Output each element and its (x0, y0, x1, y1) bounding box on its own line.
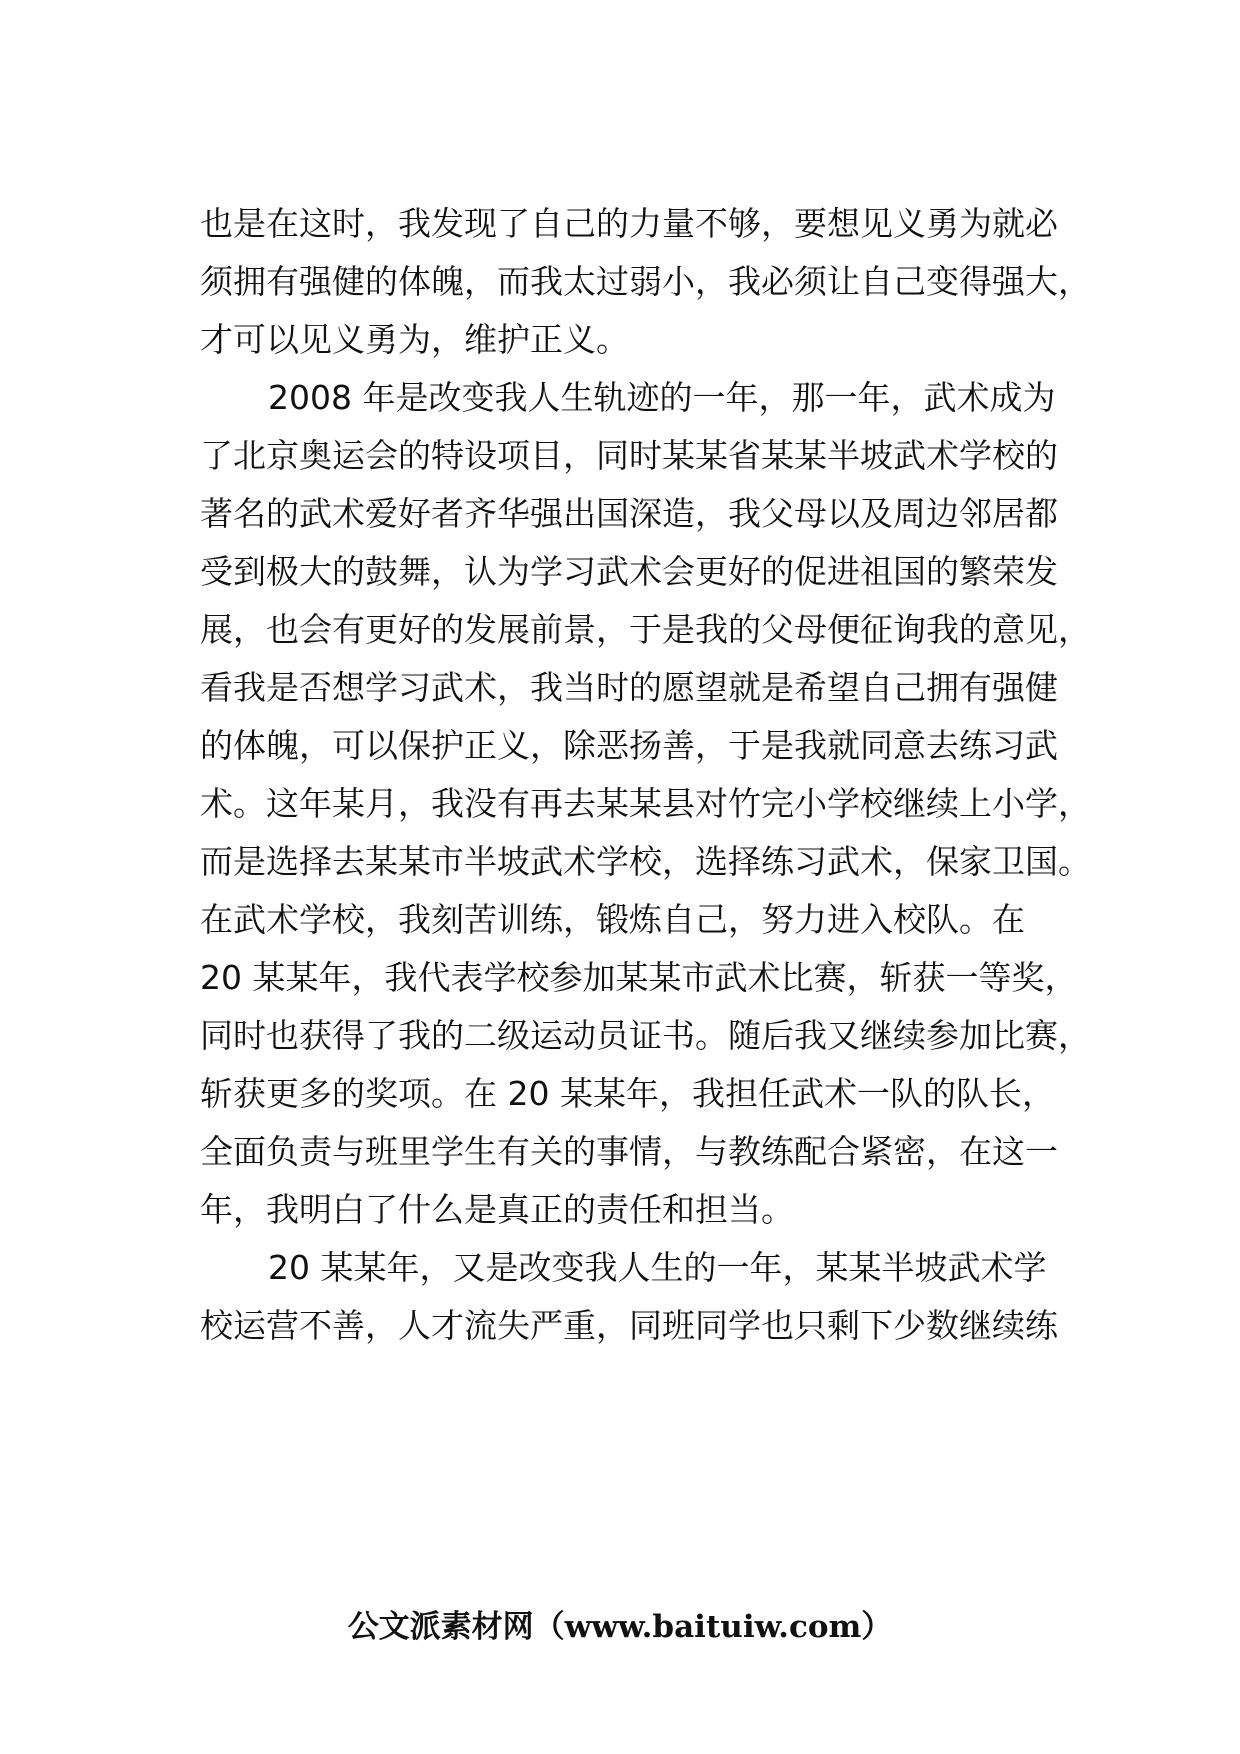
text-line: 斩获更多的奖项。在 20 某某年，我担任武术一队的队长， (200, 1074, 1055, 1113)
text-line: 了北京奥运会的特设项目，同时某某省某某半坡武术学校的 (200, 436, 1058, 475)
footer-watermark: 公文派素材网（www.baituiw.com） (347, 1609, 893, 1645)
text-line: 校运营不善，人才流失严重，同班同学也只剩下少数继续练 (200, 1306, 1058, 1345)
text-line: 著名的武术爱好者齐华强出国深造，我父母以及周边邻居都 (200, 494, 1058, 533)
text-line: 而是选择去某某市半坡武术学校，选择练习武术，保家卫国。 (200, 842, 1091, 881)
text-line: 的体魄，可以保护正义，除恶扬善，于是我就同意去练习武 (200, 726, 1058, 765)
text-line: 须拥有强健的体魄，而我太过弱小，我必须让自己变得强大， (200, 262, 1091, 301)
text-line: 20 某某年，我代表学校参加某某市武术比赛，斩获一等奖， (200, 958, 1078, 997)
text-line: 术。这年某月，我没有再去某某县对竹完小学校继续上小学， (200, 784, 1091, 823)
text-line: 看我是否想学习武术，我当时的愿望就是希望自己拥有强健 (200, 668, 1058, 707)
text-line: 在武术学校，我刻苦训练，锻炼自己，努力进入校队。在 (200, 900, 1025, 939)
text-line: 才可以见义勇为，维护正义。 (200, 320, 629, 359)
paragraph-start-line: 20 某某年，又是改变我人生的一年，某某半坡武术学 (268, 1248, 1047, 1287)
text-line: 展，也会有更好的发展前景，于是我的父母便征询我的意见， (200, 610, 1091, 649)
text-line: 全面负责与班里学生有关的事情，与教练配合紧密，在这一 (200, 1132, 1058, 1171)
paragraph-start-line: 2008 年是改变我人生轨迹的一年，那一年，武术成为 (268, 378, 1056, 417)
text-line: 同时也获得了我的二级运动员证书。随后我又继续参加比赛， (200, 1016, 1091, 1055)
text-line: 年，我明白了什么是真正的责任和担当。 (200, 1190, 794, 1229)
text-line: 也是在这时，我发现了自己的力量不够，要想见义勇为就必 (200, 204, 1058, 243)
text-line: 受到极大的鼓舞，认为学习武术会更好的促进祖国的繁荣发 (200, 552, 1058, 591)
